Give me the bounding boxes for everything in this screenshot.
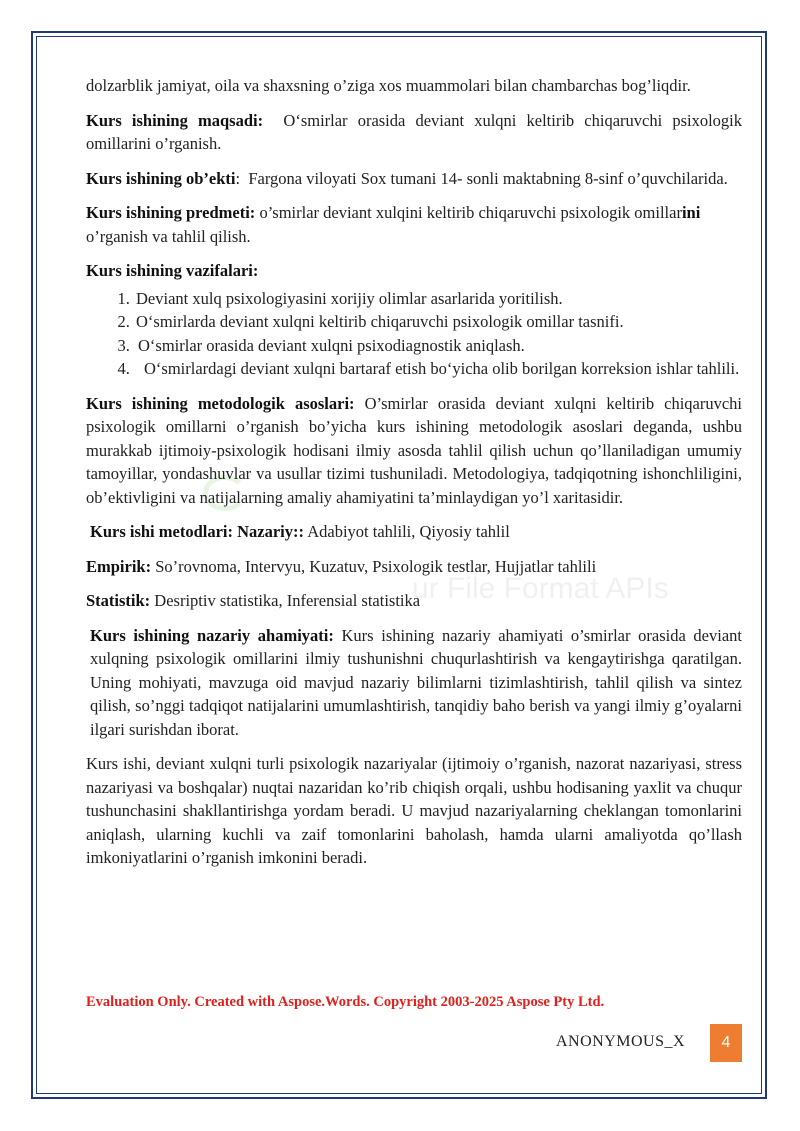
subject-text-a: o’smirlar deviant xulqini keltirib chiqaruvchi psixologik omillar [259,203,682,222]
object-colon: : [235,168,241,188]
task-item: 2. O‘smirlarda deviant xulqni keltirib chiqaruvchi psixologik omillar tasnifi. [134,310,742,334]
methods-text: Adabiyot tahlili, Qiyosiy tahlil [307,522,510,541]
subject-paragraph [86,201,742,248]
subject-label: Kurs ishining predmeti: [86,203,256,222]
statistical-label: Statistik: [86,591,151,610]
task-item-text: O‘smirlardagi deviant xulqni bartaraf etish bo‘yicha olib borilgan korreksion ishlar tahlili. [144,359,740,378]
tasks-heading [86,259,742,283]
task-item [134,357,742,381]
tasks-list [86,287,742,381]
footer-author: ANONYMOUS_X [556,1033,686,1050]
page-number-badge [710,1024,742,1062]
empirical-paragraph [86,555,742,579]
goal-text: O‘smirlar orasida deviant xulqni keltirib chiqaruvchi psixologik omillarini o’rganish. [86,110,743,153]
statistical-text: Desriptiv statistika, Inferensial statistika [154,591,421,610]
watermark-text: ur File Format APIs [412,572,669,605]
theoretical-paragraph [86,624,742,742]
evaluation-notice: Evaluation Only. Created with Aspose.Words. Copyright 2003-2025 Aspose Pty Ltd. [86,994,605,1010]
object-text: Fargona viloyati Sox tumani 14- sonli maktabning 8-sinf o’quvchilarida. [248,168,728,188]
document-body [86,74,742,881]
task-item: 1. Deviant xulq psixologiyasini xorijiy olimlar asarlarida yoritilish. [134,287,742,311]
methodology-label: Kurs ishining metodologik asoslari: [86,393,355,413]
methodology-paragraph [86,392,742,510]
object-paragraph [86,167,742,191]
theoretical-text: Kurs ishining nazariy ahamiyati o’smirlar orasida deviant xulqning psixologik omillarini ilmiy tushunishni chuqurlashtirish va kengaytirishga qaratilgan. Uning mohiyati, mavzuga oid mavjud nazariy bilimlarni tizimlashtirish, tahlil qilish va sintez qilish, so’nggi tadqiqot natijalarini umumlashtirish, tanqidiy baho berish va yangi ilmiy g’oyalarni ilgari surishdan iborat. [90,625,742,739]
empirical-label: Empirik: [86,556,152,576]
intro-paragraph: dolzarblik jamiyat, oila va shaxsning o’ziga xos muammolari bilan chambarchas bog’liqdir. [86,76,691,95]
tasks-label: Kurs ishining vazifalari: [86,261,259,280]
closing-paragraph: Kurs ishi, deviant xulqni turli psixologik nazariyalar (ijtimoiy o’rganish, nazorat nazariyasi, stress nazariyasi va boshqalar) nuqtai nazaridan ko’rib chiqish orqali, ushbu hodisaning yaxlit va chuqur tushunchasini shakllantirishga yordam beradi. U mavjud nazariyalarning cheklangan tomonlarini aniqlash, ularning kuchli va zaif tomonlarini baholash, hamda ularni amaliyotda qo’llash imkoniyatlarini o’rganish imkonini beradi. [86,754,742,867]
goal-paragraph [86,109,742,156]
methodology-text: O’smirlar orasida deviant xulqni keltirib chiqaruvchi psixologik omillarni o’rganish bo’yicha kurs ishining metodologik asoslari deganda, ushbu murakkab ijtimoiy-psixologik hodisani ilmiy asosda tahlil qilish uchun qo’llaniladigan umumiy tamoyillar, yondashuvlar va usullar tizimi tushuniladi. Metodologiya, tadqiqotning ishonchliligini, ob’ektivligini va natijalarning amaliy ahamiyatini ta’minlaydigan yo’l xaritasidir. [86,393,743,507]
statistical-paragraph [86,589,742,613]
task-item-text: O‘smirlar orasida deviant xulqni psixodiagnostik aniqlash. [138,335,525,355]
theoretical-label: Kurs ishining nazariy ahamiyati: [90,625,334,645]
page-number: 4 [721,1034,731,1051]
empirical-text: So’rovnoma, Intervyu, Kuzatuv, Psixologik testlar, Hujjatlar tahlili [155,556,597,576]
methods-label: Kurs ishi metodlari: Nazariy:: [90,522,305,541]
subject-text-bold: ini [681,203,701,222]
subject-text-b: o’rganish va tahlil qilish. [86,226,251,246]
object-label: Kurs ishining ob’ekti [86,168,236,188]
goal-label: Kurs ishining maqsadi: [86,110,264,130]
task-item [134,334,742,358]
methods-paragraph [86,520,742,544]
